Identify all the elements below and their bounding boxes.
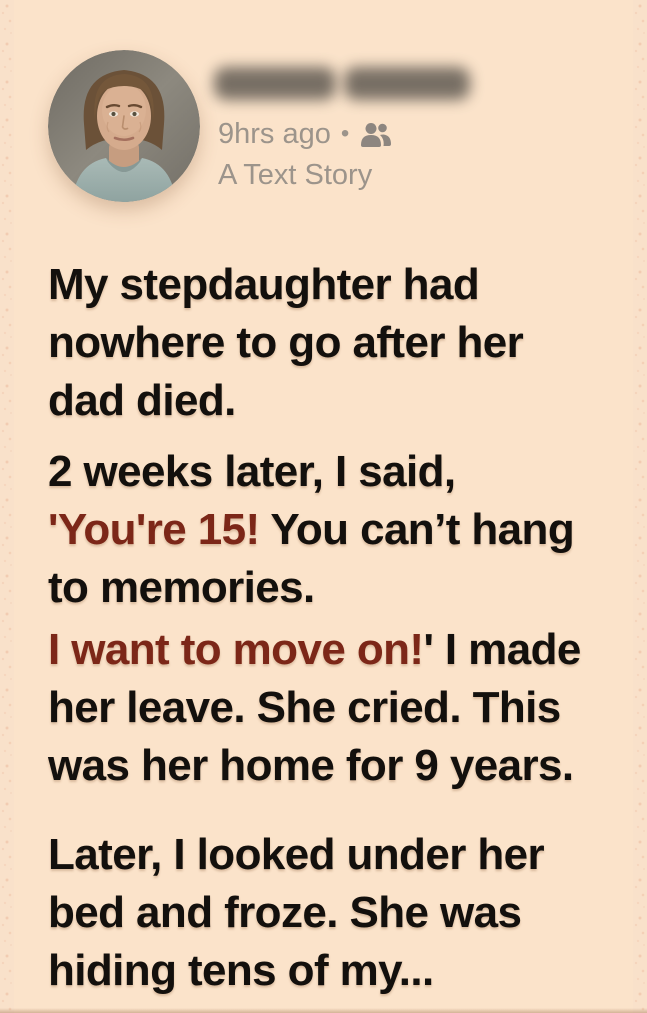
story-segment: Later, I looked under her bed and froze. She was hiding tens of my... [48, 830, 545, 995]
profile-photo [48, 50, 200, 202]
story-paragraph-4 [48, 826, 596, 1000]
author-last-name-blur [344, 67, 470, 100]
story-segment: You can’t hang to memories. [48, 505, 575, 612]
friends-icon [359, 121, 391, 149]
story-segment: 2 weeks later, I said, [48, 447, 456, 496]
avatar[interactable] [48, 50, 200, 202]
dot-separator: • [340, 120, 350, 147]
story-paragraph-1 [48, 256, 596, 430]
story-segment: ' I made her leave. She cried. This was her home for 9 years. [48, 625, 581, 790]
story-paragraph-2 [48, 443, 596, 617]
story-segment-highlight: 'You're 15! [48, 505, 260, 554]
post-meta [218, 118, 391, 150]
author-first-name-blur [214, 67, 336, 100]
right-ornament-border [633, 0, 647, 1013]
timestamp-label[interactable]: 9hrs ago [218, 118, 331, 150]
story-segment-highlight: I want to move on! [48, 625, 424, 674]
story-paragraph-3 [48, 621, 596, 795]
story-type-label: A Text Story [218, 159, 373, 191]
story-segment: My stepdaughter had nowhere to go after her dad died. [48, 260, 524, 425]
story-text [48, 256, 596, 1000]
bottom-edge-shade [0, 1008, 647, 1013]
left-ornament-border [0, 0, 14, 1013]
